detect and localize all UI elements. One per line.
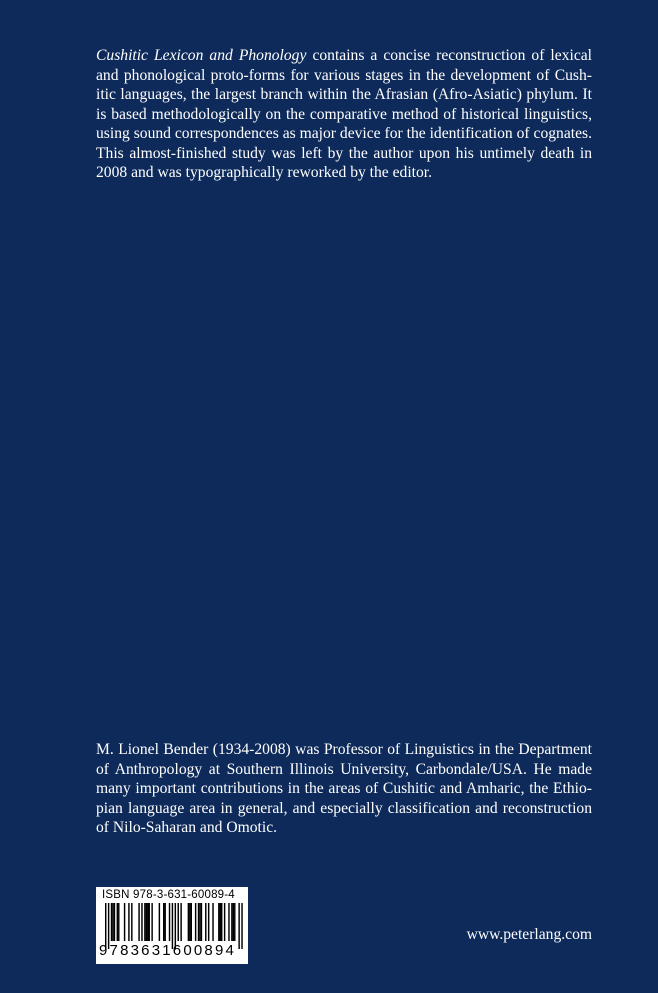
book-description-text: contains a concise reconstruction of lexical and phonological proto-forms for various stages in the development of Cushitic languages, the largest branch within the Afrasian (Afro-Asiatic) phylum. It is based methodologically on the comparative method of historical linguistics, using sound correspondences as major device for the identification of cognates. This almost-finished study was left by the author upon his untimely death in 2008 and was typographically reworked by the editor.	[96, 47, 592, 181]
barcode-bar	[128, 903, 129, 941]
barcode-bar	[231, 903, 232, 941]
barcode-bar	[238, 903, 239, 949]
barcode-bar	[188, 903, 189, 941]
barcode-bar	[144, 903, 145, 941]
barcode-bar	[224, 903, 225, 941]
isbn-label: ISBN 978-3-631-60089-4	[102, 889, 235, 901]
barcode-bar	[141, 903, 142, 941]
barcode-bar	[151, 903, 152, 941]
barcode-bar	[180, 903, 181, 941]
barcode-bar	[199, 903, 200, 941]
barcode-bar	[112, 903, 113, 941]
barcode-bar	[178, 903, 179, 941]
barcode-bar	[138, 903, 139, 941]
barcode-bar	[159, 903, 160, 941]
barcode-bar	[164, 903, 165, 941]
barcode-bar	[195, 903, 196, 941]
barcode-bar	[114, 903, 115, 941]
barcode-bar	[131, 903, 132, 941]
barcode-bar	[149, 903, 150, 941]
barcode-bar	[201, 903, 202, 941]
author-biography-text: M. Lionel Bender (1934-2008) was Professor of Linguistics in the Department of Anthropology at Southern Illinois University, Carbondale/USA. He made many important contributions in the areas of Cushitic and Amharic, the Ethiopian language area in general, and especially classification and reconstruction of Nilo-Saharan and Omotic.	[96, 741, 592, 836]
barcode-bar	[205, 903, 206, 941]
barcode-bar	[220, 903, 221, 941]
barcode-bar	[241, 903, 242, 949]
barcode-bar	[191, 903, 192, 941]
publisher-url: www.peterlang.com	[466, 926, 592, 943]
barcode-bar	[212, 903, 213, 941]
barcode-bar	[221, 903, 222, 941]
barcode-bar	[163, 903, 164, 941]
book-title: Cushitic Lexicon and Phonology	[96, 47, 307, 64]
barcode-bar	[118, 903, 119, 941]
barcode-bar	[208, 903, 209, 941]
barcode-bar	[117, 903, 118, 941]
barcode-bar	[228, 903, 229, 941]
author-biography	[96, 740, 592, 838]
barcode-bar	[198, 903, 199, 941]
isbn-barcode	[96, 887, 248, 964]
barcode-bar	[147, 903, 148, 941]
barcode-bar	[234, 903, 235, 941]
barcode-bar	[189, 903, 190, 941]
barcode-digits: 9783631600894	[99, 942, 237, 959]
barcode-bar	[146, 903, 147, 941]
barcode-bar	[124, 903, 125, 941]
barcode-bar	[169, 903, 170, 941]
barcode-bar	[111, 903, 112, 941]
barcode-bar	[218, 903, 219, 941]
book-description	[96, 46, 592, 183]
barcode-bar	[233, 903, 234, 941]
